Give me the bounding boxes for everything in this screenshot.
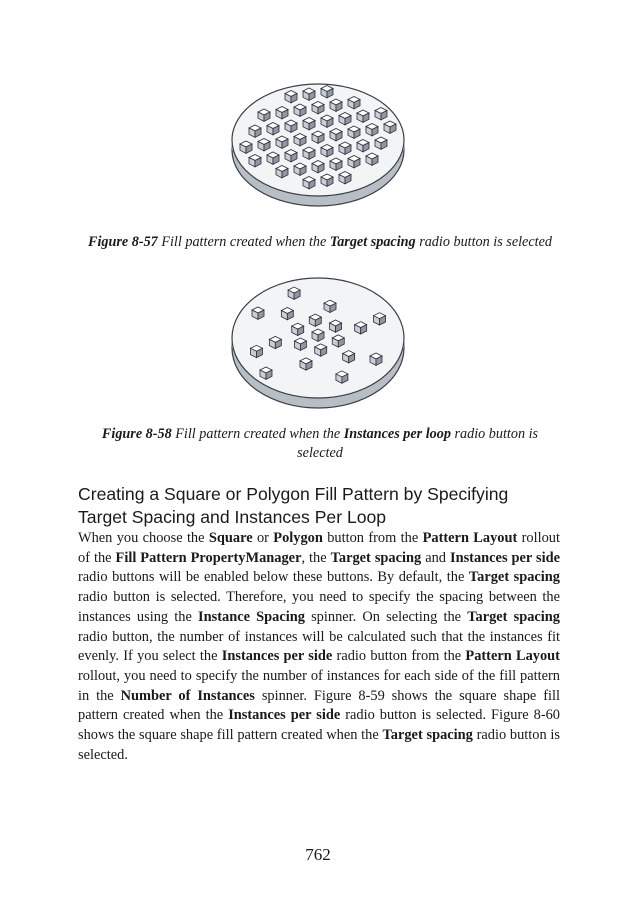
cube-instance bbox=[250, 345, 262, 357]
cube-instance bbox=[357, 140, 369, 152]
cube-instance bbox=[321, 86, 333, 98]
figure-8-58-caption bbox=[80, 425, 560, 463]
cube-instance bbox=[294, 104, 306, 116]
cube-instance bbox=[285, 91, 297, 103]
page-number: 762 bbox=[305, 845, 331, 864]
cube-instance bbox=[343, 351, 355, 363]
cube-instance bbox=[276, 107, 288, 119]
bold-term: Target spacing bbox=[467, 608, 560, 625]
cube-instance bbox=[276, 166, 288, 178]
text-run: button from the bbox=[322, 530, 423, 546]
cube-instance bbox=[348, 126, 360, 138]
body-paragraph bbox=[78, 529, 560, 765]
text-run: radio buttons will be enabled below these buttons. By default, the bbox=[78, 569, 469, 586]
cube-instance bbox=[312, 102, 324, 114]
cube-instance bbox=[370, 353, 382, 365]
cube-instance bbox=[336, 371, 348, 383]
bold-term: Square bbox=[208, 530, 253, 546]
section-heading: Creating a Square or Polygon Fill Pattern by Specifying Target Spacing and Instances Per Loop bbox=[78, 484, 509, 527]
cube-instance bbox=[258, 109, 270, 121]
figure-8-57-image bbox=[0, 82, 636, 212]
caption-label: Figure 8-57 bbox=[88, 234, 158, 250]
text-run: spinner. On selecting the bbox=[304, 608, 468, 625]
cube-instance bbox=[294, 134, 306, 146]
cube-instance bbox=[285, 120, 297, 132]
text-run: When you choose the bbox=[78, 530, 209, 546]
cube-instance bbox=[303, 177, 315, 189]
cube-instance bbox=[339, 172, 351, 184]
cube-instance bbox=[294, 163, 306, 175]
cube-instance bbox=[303, 147, 315, 159]
cube-instance bbox=[252, 307, 264, 319]
cube-instance bbox=[330, 99, 342, 111]
cube-instance bbox=[357, 110, 369, 122]
cube-instance bbox=[288, 287, 300, 299]
bold-term: Pattern Layout bbox=[422, 530, 518, 546]
cube-instance bbox=[309, 314, 321, 326]
bold-term: Polygon bbox=[273, 530, 323, 546]
caption-text: Fill pattern created when the bbox=[161, 234, 327, 250]
cube-instance bbox=[324, 300, 336, 312]
cube-instance bbox=[267, 123, 279, 135]
text-run: radio button is selected. bbox=[78, 727, 560, 763]
cube-instance bbox=[330, 129, 342, 141]
cube-instance bbox=[312, 131, 324, 143]
cube-instance bbox=[339, 113, 351, 125]
caption-bold-term: Instances per loop bbox=[343, 426, 451, 442]
caption-text: Fill pattern created when the bbox=[175, 426, 341, 442]
caption-text: radio button is selected bbox=[297, 426, 539, 461]
cube-instance bbox=[339, 142, 351, 154]
cube-instance bbox=[330, 320, 342, 332]
bold-term: Pattern Layout bbox=[465, 648, 560, 665]
cube-instance bbox=[300, 358, 312, 370]
circular-plate-loop-cubes-icon bbox=[228, 276, 408, 414]
cube-instance bbox=[375, 137, 387, 149]
bold-term: Instances per side bbox=[228, 707, 341, 724]
cube-instance bbox=[315, 344, 327, 356]
bold-term: Target spacing bbox=[468, 569, 560, 586]
text-run: rollout, you need to specify the number of instances for each side of the fill pattern in the bbox=[78, 667, 560, 704]
text-run: rollout of the bbox=[78, 530, 560, 566]
cube-instance bbox=[374, 313, 386, 325]
cube-instance bbox=[260, 367, 272, 379]
bold-term: Instances per side bbox=[221, 648, 333, 665]
cube-instance bbox=[267, 152, 279, 164]
text-run: and bbox=[421, 549, 450, 566]
cube-instance bbox=[292, 323, 304, 335]
cube-instance bbox=[321, 174, 333, 186]
cube-instance bbox=[281, 307, 293, 319]
text-run: spinner. Figure 8-59 shows the square shape fill pattern created when the bbox=[78, 687, 560, 724]
caption-text: radio button is selected bbox=[419, 234, 552, 250]
caption-label: Figure 8-58 bbox=[101, 426, 172, 442]
cube-instance bbox=[384, 121, 396, 133]
text-run: radio button is selected. Therefore, you need to specify the spacing between the instances using the bbox=[78, 589, 560, 625]
cube-instance bbox=[294, 338, 306, 350]
cube-instance bbox=[312, 329, 324, 341]
caption-bold-term: Target spacing bbox=[329, 234, 416, 250]
cube-instance bbox=[355, 322, 367, 334]
circular-plate-square-grid-cubes-icon bbox=[228, 82, 408, 212]
cube-instance bbox=[330, 158, 342, 170]
text-run: , the bbox=[301, 549, 331, 566]
bold-term: Target spacing bbox=[382, 727, 473, 744]
cube-instance bbox=[348, 156, 360, 168]
cube-instance bbox=[240, 141, 252, 153]
cube-instance bbox=[332, 335, 344, 347]
bold-term: Target spacing bbox=[330, 549, 422, 566]
cube-instance bbox=[348, 97, 360, 109]
bold-term: Instance Spacing bbox=[198, 608, 305, 625]
text-run: radio button is selected. Figure 8-60 shows the square shape fill pattern created when the bbox=[78, 707, 560, 744]
bold-term: Instances per side bbox=[449, 549, 561, 566]
cube-instance bbox=[276, 136, 288, 148]
cube-instance bbox=[269, 336, 281, 348]
figure-8-58-image bbox=[0, 276, 636, 414]
cube-instance bbox=[321, 115, 333, 127]
text-run: radio button, the number of instances will be calculated such that the instances fit evenly. If you select the bbox=[78, 628, 560, 665]
cube-instance bbox=[249, 125, 261, 137]
cube-instance bbox=[303, 88, 315, 100]
cube-instance bbox=[249, 155, 261, 167]
bold-term: Fill Pattern PropertyManager bbox=[115, 549, 302, 566]
cube-instance bbox=[321, 145, 333, 157]
cube-instance bbox=[285, 150, 297, 162]
cube-instance bbox=[366, 153, 378, 165]
cube-instance bbox=[375, 108, 387, 120]
text-run: radio button from the bbox=[332, 648, 466, 665]
bold-term: Number of Instances bbox=[120, 687, 255, 704]
cube-instance bbox=[303, 118, 315, 130]
figure-8-57-caption bbox=[80, 233, 560, 252]
cube-instance bbox=[258, 139, 270, 151]
cube-instance bbox=[312, 161, 324, 173]
cube-instance bbox=[366, 124, 378, 136]
text-run: or bbox=[252, 530, 274, 546]
